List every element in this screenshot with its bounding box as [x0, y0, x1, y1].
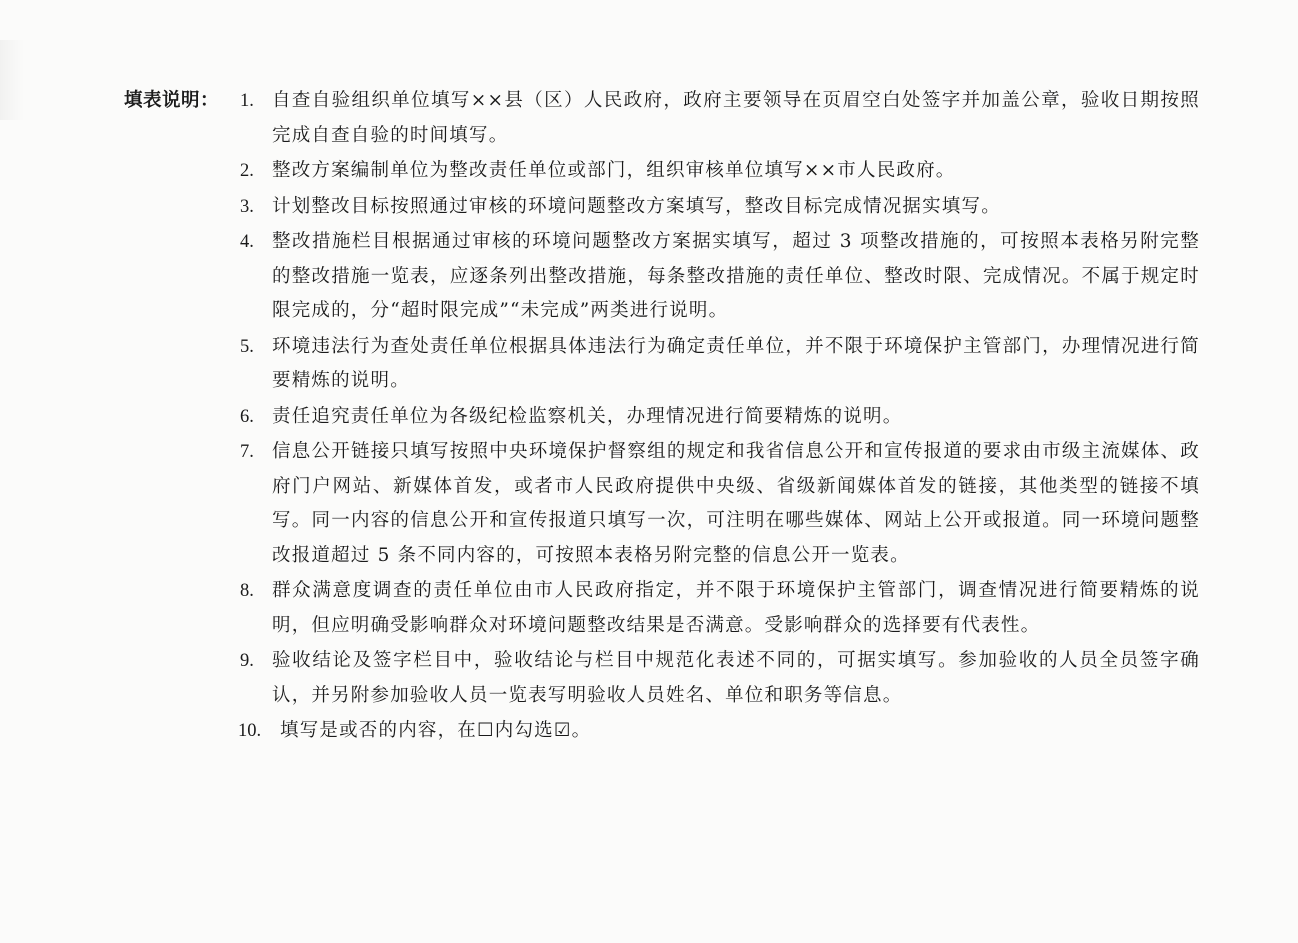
- item-number: 7.: [240, 442, 254, 462]
- item-text: 自查自验组织单位填写××县（区）人民政府，政府主要领导在页眉空白处签字并加盖公章，验收日期按照完成自查自验的时间填写。: [272, 90, 1200, 146]
- instruction-item-4: [238, 225, 1200, 329]
- instruction-item-7: [238, 435, 1200, 573]
- instruction-item-10: [238, 714, 1200, 749]
- scan-edge-shadow: [0, 40, 24, 120]
- item-text: 整改措施栏目根据通过审核的环境问题整改方案据实填写，超过 3 项整改措施的，可按照本表格另附完整的整改措施一览表，应逐条列出整改措施，每条整改措施的责任单位、整改时限、完成情况。不属于规定时限完成的，分“超时限完成”“未完成”两类进行说明。: [272, 231, 1200, 321]
- item-text: 责任追究责任单位为各级纪检监察机关，办理情况进行简要精炼的说明。: [272, 405, 903, 427]
- item-number: 9.: [240, 651, 254, 671]
- item-text: 环境违法行为查处责任单位根据具体违法行为确定责任单位，并不限于环境保护主管部门，办理情况进行简要精炼的说明。: [272, 335, 1200, 391]
- instruction-item-1: [238, 84, 1200, 153]
- item-number: 1.: [240, 91, 254, 111]
- item-text: 信息公开链接只填写按照中央环境保护督察组的规定和我省信息公开和宣传报道的要求由市级主流媒体、政府门户网站、新媒体首发，或者市人民政府提供中央级、省级新闻媒体首发的链接，其他类型的链接不填写。同一内容的信息公开和宣传报道只填写一次，可注明在哪些媒体、网站上公开或报道。同一环境问题整改报道超过 5 条不同内容的，可按照本表格另附完整的信息公开一览表。: [272, 441, 1200, 566]
- item-text: 整改方案编制单位为整改责任单位或部门，组织审核单位填写××市人民政府。: [272, 160, 956, 181]
- item-number: 4.: [240, 232, 254, 252]
- item-number: 6.: [240, 406, 254, 427]
- instruction-item-2: [238, 154, 1200, 189]
- instructions-list: [238, 84, 1200, 750]
- item-text: 计划整改目标按照通过审核的环境问题整改方案填写，整改目标完成情况据实填写。: [272, 195, 1001, 217]
- item-number: 3.: [240, 196, 254, 217]
- item-number: 10.: [238, 721, 262, 741]
- item-text: 验收结论及签字栏目中，验收结论与栏目中规范化表述不同的，可据实填写。参加验收的人员全员签字确认，并另附参加验收人员一览表写明验收人员姓名、单位和职务等信息。: [272, 650, 1200, 706]
- instruction-item-3: [238, 190, 1200, 225]
- item-text: 群众满意度调查的责任单位由市人民政府指定，并不限于环境保护主管部门，调查情况进行简要精炼的说明，但应明确受影响群众对环境问题整改结果是否满意。受影响群众的选择要有代表性。: [272, 580, 1200, 636]
- instruction-item-9: [238, 644, 1200, 713]
- instruction-item-8: [238, 574, 1200, 643]
- item-number: 5.: [240, 336, 254, 357]
- instructions-heading: 填表说明：: [124, 90, 220, 111]
- item-number: 2.: [240, 161, 254, 181]
- item-number: 8.: [240, 581, 254, 601]
- item-text: 填写是或否的内容，在☐内勾选☑。: [280, 720, 592, 741]
- instruction-item-5: [238, 330, 1200, 399]
- instruction-item-6: [238, 400, 1200, 435]
